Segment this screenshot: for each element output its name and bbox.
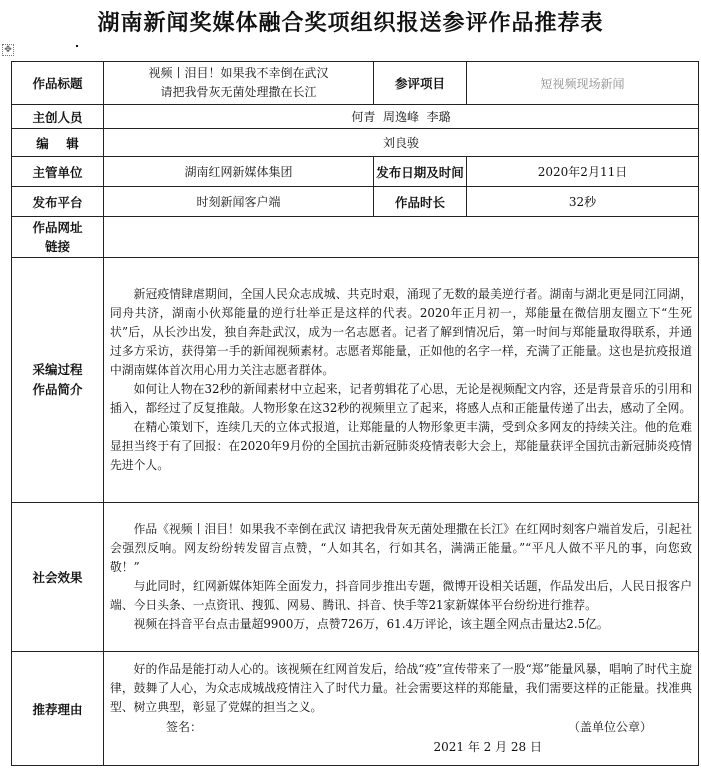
work-title-line-1: 视频丨泪目！如果我不幸倒在武汉 [148,66,329,80]
row-unit [12,157,699,187]
editor-label: 编 辑 [12,129,104,157]
stray-dot [76,45,78,47]
intro-paragraph-2: 如何让人物在32秒的新闻素材中立起来，记者剪辑花了心思，无论是视频配文内容，还是背景音乐的引用和插入，都经过了反复推敲。人物形象在这32秒的视频里立了起来，将感人点和正能量传递了出去，感动了全网。 [110,382,692,415]
duration-value: 32秒 [467,187,699,217]
work-title-label: 作品标题 [12,62,104,105]
effect-paragraph-3: 视频在抖音平台点击量超9900万，点赞726万，61.4万评论，该主题全网点击量达2.5亿。 [133,617,609,631]
intro-text [104,258,699,503]
recommendation-form-table [11,61,699,766]
intro-paragraph-3: 在精心策划下，连续几天的立体式报道，让郑能量的人物形象更丰满，受到众多网友的持续关注。他的危难显担当终于有了回报：在2020年9月份的全国抗击新冠肺炎疫情表彰大会上，郑能量获评全国抗击新冠肺炎疫情先进个人。 [110,420,692,472]
duration-label: 作品时长 [374,187,467,217]
editor-value: 刘良骏 [104,129,699,157]
effect-label: 社会效果 [12,503,104,652]
platform-label: 发布平台 [12,187,104,217]
url-label-line-2: 链接 [44,239,70,254]
reason-paragraph: 好的作品是能打动人心的。该视频在红网首发后，给战“疫”宣传带来了一股“郑”能量风暴，唱响了时代主旋律，鼓舞了人心，为众志成城战疫情注入了时代力量。社会需要这样的郑能量，我们需要这样的正能量。找准典型、树立典型，彰显了党媒的担当之义。 [110,662,692,714]
creators-label: 主创人员 [12,105,104,129]
url-value [104,217,699,258]
platform-value: 时刻新闻客户端 [104,187,374,217]
intro-label-line-2: 作品简介 [32,382,83,397]
intro-label-line-1: 采编过程 [32,362,83,377]
unit-label: 主管单位 [12,157,104,187]
intro-paragraph-1: 新冠疫情肆虐期间，全国人民众志成城、共克时艰，涌现了无数的最美逆行者。湖南与湖北更是同江同湖，同舟共济，湖南小伙郑能量的逆行壮举正是这样的代表。2020年正月初一，郑能量在微信朋友圈立下“生死状”后，从长沙出发，独自奔赴武汉，成为一名志愿者。记者了解到情况后，第一时间与郑能量取得联系，并通过多方采访，获得第一手的新闻视频素材。志愿者郑能量，正如他的名字一样，充满了正能量。这也是抗疫报道中湖南媒体首次用心用力关注志愿者群体。 [110,287,692,377]
work-title-line-2: 请把我骨灰无菌处理撒在长江 [160,85,317,99]
entry-category-label: 参评项目 [374,62,467,105]
effect-paragraph-2: 与此同时，红网新媒体矩阵全面发力，抖音同步推出专题，微博开设相关话题，作品发出后，人民日报客户端、今日头条、一点资讯、搜狐、网易、腾讯、抖音、快手等21家新媒体平台纷纷进行推荐。 [110,579,692,612]
seal-label: （盖单位公章） [567,720,652,734]
row-work-title [12,62,699,105]
signature-label: 签名： [166,720,203,734]
publish-time-value: 2020年2月11日 [467,157,699,187]
table-move-handle-icon[interactable]: ✥ [2,44,14,56]
row-url [12,217,699,258]
row-effect [12,503,699,652]
unit-value: 湖南红网新媒体集团 [104,157,374,187]
row-intro [12,258,699,503]
url-label-line-1: 作品网址 [32,220,83,235]
publish-time-label: 发布日期及时间 [374,157,467,187]
url-label [12,217,104,258]
work-title-value [104,62,374,105]
row-reason [12,652,699,766]
reason-label: 推荐理由 [12,652,104,766]
entry-category-value: 短视频现场新闻 [467,62,699,105]
effect-paragraph-1: 作品《视频丨泪目！如果我不幸倒在武汉 请把我骨灰无菌处理撒在长江》在红网时刻客户端首发后，引起社会强烈反响。网友纷纷转发留言点赞，“人如其名，行如其名，满满正能量。”“平凡人做不平凡的事，向您致敬！” [110,522,692,574]
form-title: 湖南新闻奖媒体融合奖项组织报送参评作品推荐表 [97,11,604,36]
effect-text [104,503,699,652]
intro-label [12,258,104,503]
signature-line [110,717,692,737]
row-platform [12,187,699,217]
row-creators [12,105,699,129]
creators-value: 何青 周逸峰 李璐 [104,105,699,129]
sign-date: 2021 年 2 月 28 日 [433,740,542,754]
reason-text [104,652,699,766]
row-editor [12,129,699,157]
